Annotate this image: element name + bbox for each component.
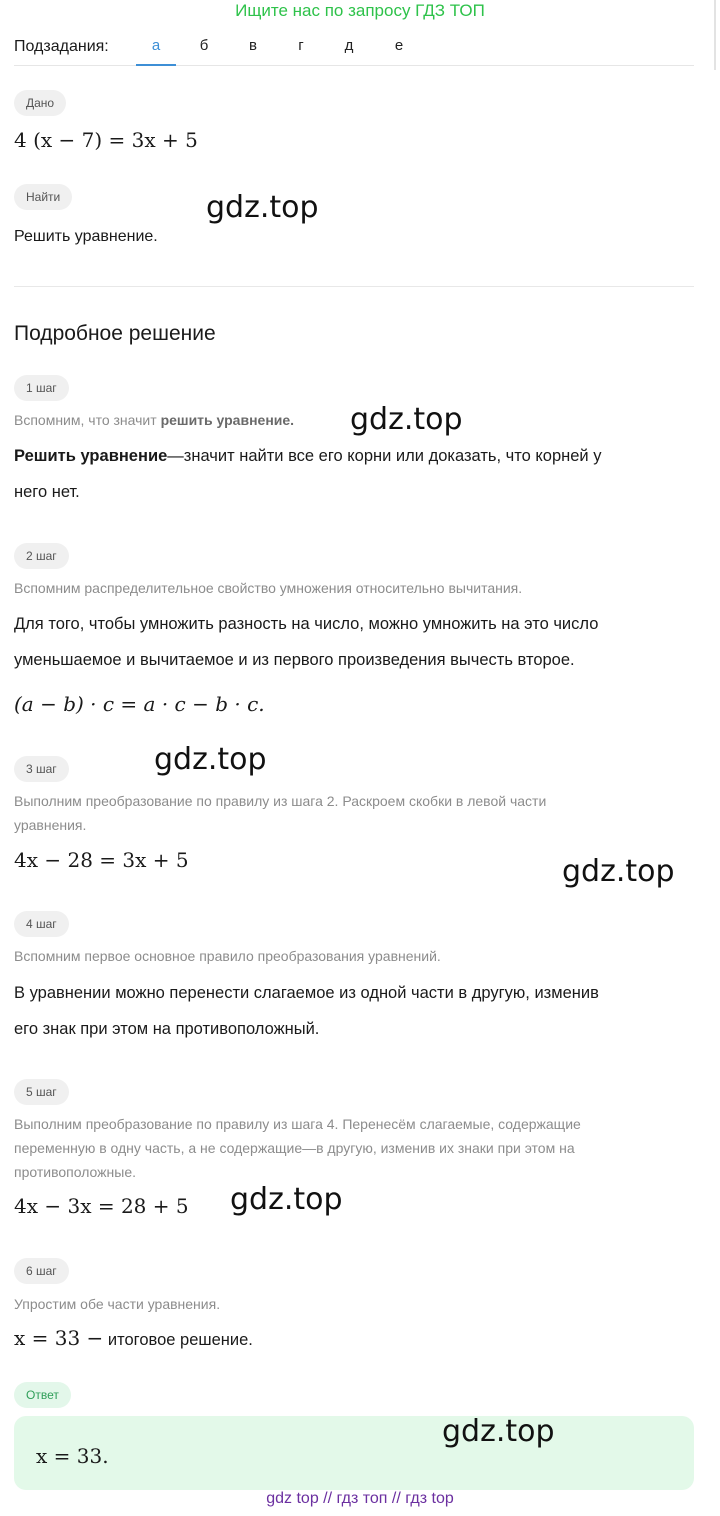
tab-v[interactable]: в — [249, 37, 257, 54]
step-5-formula: 4x − 3x = 28 + 5 — [14, 1194, 189, 1218]
step-6-hint: Упростим обе части уравнения. — [14, 1296, 221, 1312]
watermark: gdz.top — [350, 402, 463, 437]
footer-separator: // — [323, 1490, 333, 1507]
step-1-chip: 1 шаг — [14, 375, 69, 401]
footer-link-gdz-top-ru[interactable]: гдз топ — [336, 1490, 388, 1507]
watermark: gdz.top — [230, 1182, 343, 1217]
step-6-result — [14, 1326, 253, 1350]
step-5-hint: Выполним преобразование по правилу из шага 4. Перенесём слагаемые, содержащие переменную в одну часть, а не содержащие—в другую, изменив их знаки при этом на противоположные. — [14, 1116, 581, 1180]
tab-d[interactable]: д — [344, 37, 354, 54]
step-3-chip: 3 шаг — [14, 756, 69, 782]
section-title: Подробное решение — [14, 322, 216, 345]
search-banner: Ищите нас по запросу ГДЗ ТОП — [235, 1, 485, 20]
footer-link-gdz-top-mixed[interactable]: гдз top — [405, 1490, 454, 1507]
step-1-hint: Вспомним, что значит решить уравнение. — [14, 412, 295, 428]
footer-separator: // — [391, 1490, 401, 1507]
watermark: gdz.top — [206, 190, 319, 225]
watermark: gdz.top — [442, 1414, 555, 1449]
subtasks-bar — [14, 30, 694, 66]
step-3-formula: 4x − 28 = 3x + 5 — [14, 848, 189, 872]
step-6-suffix: итоговое решение. — [103, 1331, 253, 1349]
given-chip: Дано — [14, 90, 66, 116]
step-2-formula: (a − b) · c = a · c − b · c. — [14, 692, 265, 716]
footer-link-gdz-top[interactable]: gdz top — [266, 1490, 319, 1507]
watermark: gdz.top — [154, 742, 267, 777]
step-1-body: Решить уравнение—значит найти все его корни или доказать, что корней у него нет. — [14, 447, 602, 501]
step-5-chip: 5 шаг — [14, 1079, 69, 1105]
given-equation: 4 (x − 7) = 3x + 5 — [14, 128, 198, 152]
step-3-hint: Выполним преобразование по правилу из шага 2. Раскроем скобки в левой части уравнения. — [14, 793, 547, 833]
step-4-body: В уравнении можно перенести слагаемое из одной части в другую, изменив его знак при этом на противоположный. — [14, 984, 599, 1038]
footer-links — [0, 1490, 720, 1508]
step-4-chip: 4 шаг — [14, 911, 69, 937]
watermark: gdz.top — [562, 854, 675, 889]
tab-e[interactable]: е — [394, 37, 404, 54]
step-2-body: Для того, чтобы умножить разность на число, можно умножить на это число уменьшаемое и вычитаемое и из первого произведения вычесть второе. — [14, 615, 599, 669]
step-2-hint: Вспомним распределительное свойство умножения относительно вычитания. — [14, 580, 523, 596]
step-6-chip: 6 шаг — [14, 1258, 69, 1284]
scrollbar[interactable] — [714, 0, 716, 70]
subtasks-label: Подзадания: — [14, 38, 109, 55]
step-2-chip: 2 шаг — [14, 543, 69, 569]
tab-b[interactable]: б — [199, 37, 209, 54]
answer-box — [14, 1416, 694, 1490]
answer-value: x = 33. — [36, 1444, 109, 1468]
answer-chip: Ответ — [14, 1382, 71, 1408]
tab-a[interactable]: а — [136, 30, 176, 66]
tab-g[interactable]: г — [298, 37, 304, 54]
find-chip: Найти — [14, 184, 72, 210]
step-4-hint: Вспомним первое основное правило преобразования уравнений. — [14, 948, 441, 964]
divider — [14, 286, 694, 287]
step-6-formula: x = 33 − — [14, 1326, 104, 1350]
find-text: Решить уравнение. — [14, 228, 158, 245]
